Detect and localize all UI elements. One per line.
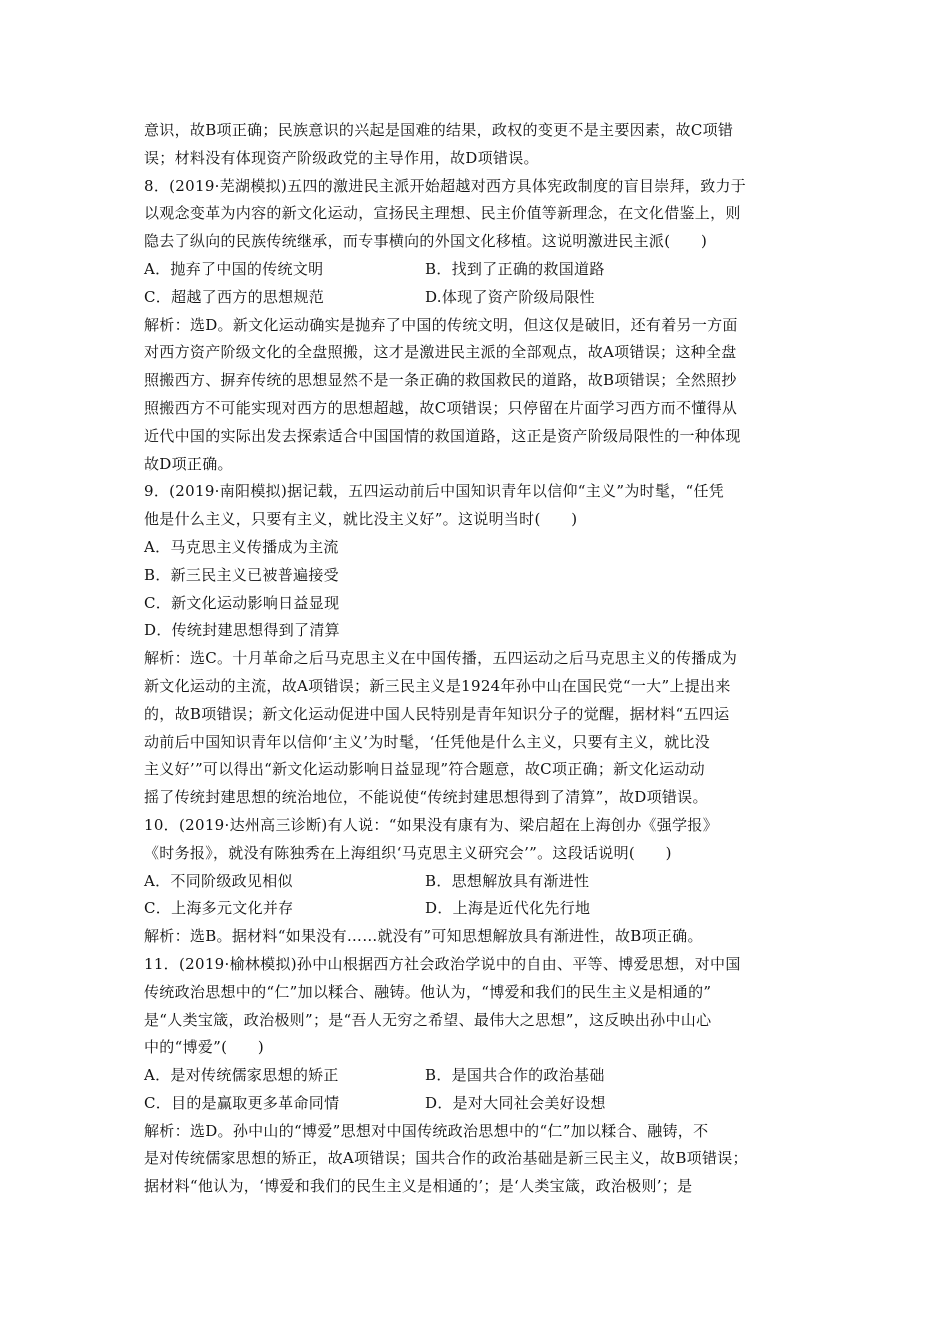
analysis-9-line-4: 动前后中国知识青年以信仰‘主义’为时髦，‘任凭他是什么主义，只要有主义，就比没 — [144, 732, 711, 751]
question-11-stem-line-1: 11．(2019·榆林模拟)孙中山根据西方社会政治学说中的自由、平等、博爱思想，对中国 — [144, 954, 741, 973]
option-right: B．思想解放具有渐进性 — [425, 871, 590, 890]
analysis-8-line-3: 照搬西方、摒弃传统的思想显然不是一条正确的救国救民的道路，故B项错误；全然照抄 — [144, 371, 737, 390]
analysis-10-line-1: 解析：选B。据材料“如果没有……就没有”可知思想解放具有渐进性，故B项正确。 — [144, 927, 703, 946]
option-right: D．是对大同社会美好设想 — [425, 1093, 606, 1112]
question-10-options-cd — [144, 895, 814, 923]
analysis-7-continued-line-1: 意识，故B项正确；民族意识的兴起是国难的结果，政权的变更不是主要因素，故C项错 — [144, 121, 734, 139]
question-9-option-c: C．新文化运动影响日益显现 — [144, 593, 340, 612]
option-left: A．不同阶级政见相似 — [144, 871, 293, 890]
document-page — [144, 117, 814, 1201]
option-right: B．是国共合作的政治基础 — [425, 1066, 605, 1085]
question-11-options-ab — [144, 1062, 814, 1090]
analysis-11-line-3: 据材料“他认为，‘博爱和我们的民生主义是相通的’；是‘人类宝箴，政治极则’；是 — [144, 1177, 693, 1196]
analysis-8-line-1: 解析：选D。新文化运动确实是抛弃了中国的传统文明，但这仅是破旧，还有着另一方面 — [144, 315, 738, 334]
analysis-7-continued-line-2: 误；材料没有体现资产阶级政党的主导作用，故D项错误。 — [144, 148, 539, 167]
question-9-option-b: B．新三民主义已被普遍接受 — [144, 565, 339, 584]
analysis-8-line-5: 近代中国的实际出发去探索适合中国国情的救国道路，这正是资产阶级局限性的一种体现 — [144, 426, 741, 445]
question-8-stem-line-3: 隐去了纵向的民族传统继承，而专事横向的外国文化移植。这说明激进民主派( ) — [144, 232, 708, 251]
option-right: D．上海是近代化先行地 — [425, 899, 591, 918]
question-11-stem-line-3: 是“人类宝箴，政治极则”；是“吾人无穷之希望、最伟大之思想”，这反映出孙中山心 — [144, 1010, 712, 1029]
option-left: A．是对传统儒家思想的矫正 — [144, 1066, 339, 1085]
option-right: B．找到了正确的救国道路 — [425, 259, 605, 278]
question-11-stem-line-2: 传统政治思想中的“仁”加以糅合、融铸。他认为，“博爱和我们的民生主义是相通的” — [144, 982, 712, 1001]
analysis-8-line-6: 故D项正确。 — [144, 454, 233, 473]
question-10-options-ab — [144, 868, 814, 896]
question-9-stem-line-2: 他是什么主义，只要有主义，就比没主义好”。这说明当时( ) — [144, 510, 578, 529]
analysis-9-line-5: 主义好’”可以得出“新文化运动影响日益显现”符合题意，故C项正确；新文化运动动 — [144, 760, 705, 779]
option-left: C．超越了西方的思想规范 — [144, 287, 325, 306]
analysis-8-line-2: 对西方资产阶级文化的全盘照搬，这才是激进民主派的全部观点，故A项错误；这种全盘 — [144, 343, 737, 362]
analysis-9-line-3: 的，故B项错误；新文化运动促进中国人民特别是青年知识分子的觉醒，据材料“五四运 — [144, 704, 730, 723]
question-8-stem-line-1: 8．(2019·芜湖模拟)五四的激进民主派开始超越对西方具体宪政制度的盲目崇拜，致力于 — [144, 176, 747, 195]
question-9-option-a: A．马克思主义传播成为主流 — [144, 537, 339, 556]
option-right: D.体现了资产阶级局限性 — [425, 287, 595, 306]
question-8-options-cd — [144, 284, 814, 312]
option-left: C．上海多元文化并存 — [144, 899, 294, 918]
option-left: A．抛弃了中国的传统文明 — [144, 259, 324, 278]
question-10-stem-line-1: 10．(2019·达州高三诊断)有人说：“如果没有康有为、梁启超在上海创办《强学报》 — [144, 815, 719, 834]
analysis-9-line-6: 摇了传统封建思想的统治地位，不能说使“传统封建思想得到了清算”，故D项错误。 — [144, 788, 708, 807]
question-8-options-ab — [144, 256, 814, 284]
analysis-11-line-2: 是对传统儒家思想的矫正，故A项错误；国共合作的政治基础是新三民主义，故B项错误； — [144, 1149, 748, 1168]
analysis-9-line-2: 新文化运动的主流，故A项错误；新三民主义是1924年孙中山在国民党“一大”上提出来 — [144, 676, 731, 695]
question-11-options-cd — [144, 1090, 814, 1118]
question-9-option-d: D．传统封建思想得到了清算 — [144, 621, 340, 640]
question-8-stem-line-2: 以观念变革为内容的新文化运动，宣扬民主理想、民主价值等新理念，在文化借鉴上，则 — [144, 204, 741, 223]
question-11-stem-line-4: 中的“博爱”( ) — [144, 1038, 265, 1057]
option-left: C．目的是赢取更多革命同情 — [144, 1093, 340, 1112]
question-9-stem-line-1: 9．(2019·南阳模拟)据记载，五四运动前后中国知识青年以信仰“主义”为时髦，“任凭 — [144, 482, 725, 501]
analysis-9-line-1: 解析：选C。十月革命之后马克思主义在中国传播，五四运动之后马克思主义的传播成为 — [144, 649, 738, 668]
analysis-11-line-1: 解析：选D。孙中山的“博爱”思想对中国传统政治思想中的“仁”加以糅合、融铸，不 — [144, 1121, 709, 1140]
analysis-8-line-4: 照搬西方不可能实现对西方的思想超越，故C项错误；只停留在片面学习西方而不懂得从 — [144, 398, 738, 417]
question-10-stem-line-2: 《时务报》，就没有陈独秀在上海组织‘马克思主义研究会’”。这段话说明( ) — [144, 843, 672, 862]
